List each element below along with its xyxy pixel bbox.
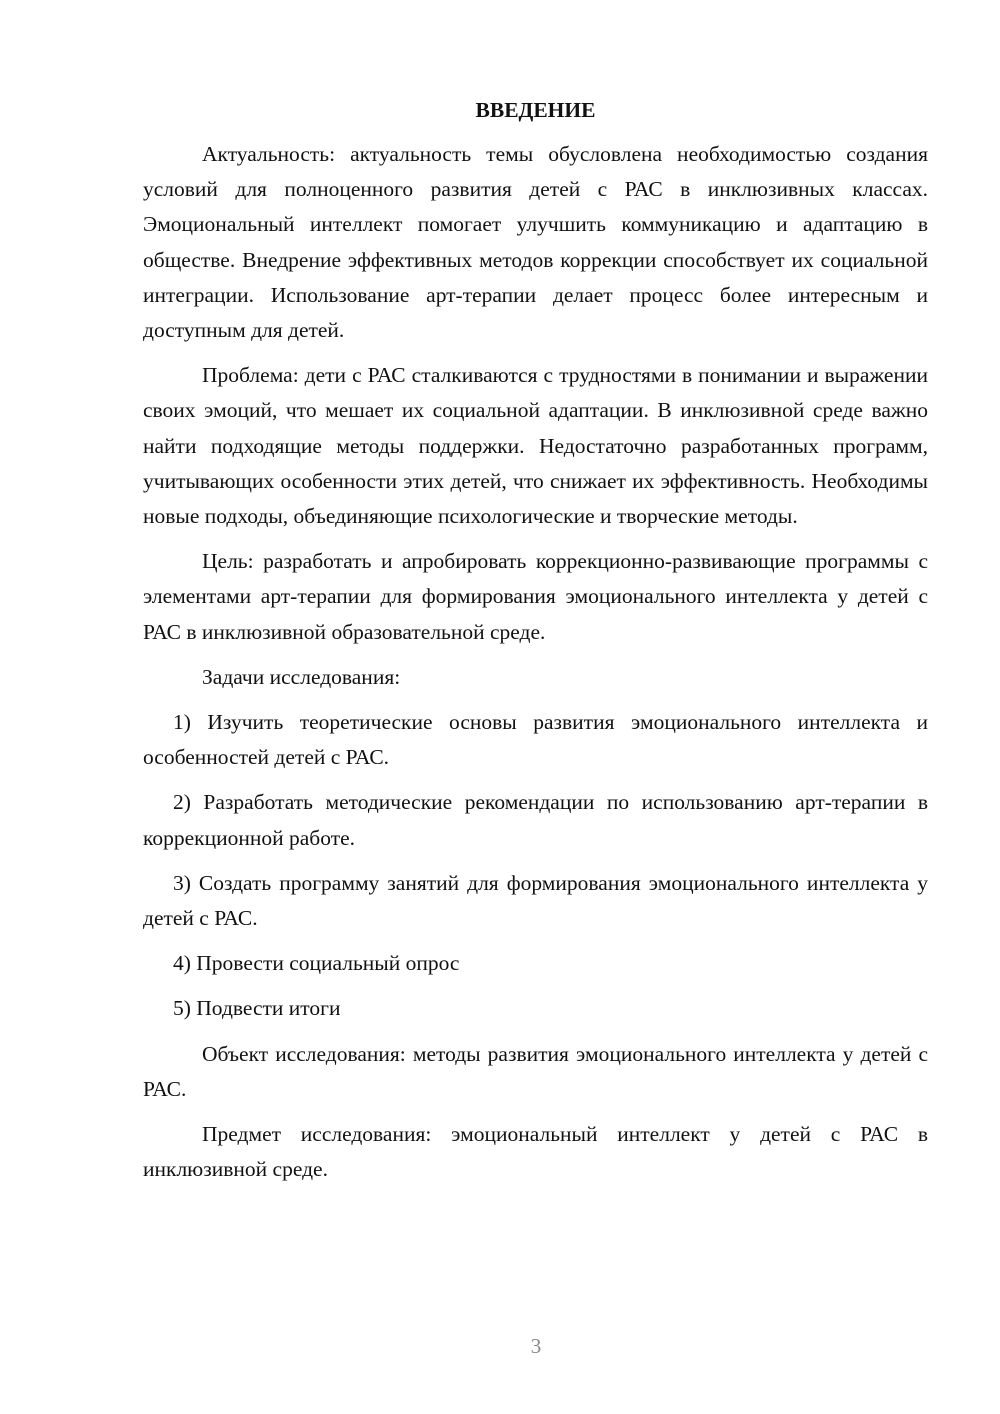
- task-item: 1) Изучить теоретические основы развития эмоционального интеллекта и особенностей детей с РАС.: [143, 710, 928, 770]
- problem-paragraph: Проблема: дети с РАС сталкиваются с трудностями в понимании и выражении своих эмоций, что мешает их социальной адаптации. В инклюзивной среде важно найти подходящие методы поддержки. Недостаточно разработанных программ, учитывающих особенности этих детей, что снижает их эффективность. Необходимы новые подходы, объединяющие психологические и творческие методы.: [143, 363, 928, 529]
- document-body: [143, 96, 928, 1187]
- page-number: 3: [530, 1334, 542, 1358]
- relevance-paragraph: Актуальность: актуальность темы обусловлена необходимостью создания условий для полноценного развития детей с РАС в инклюзивных классах. Эмоциональный интеллект помогает улучшить коммуникацию и адаптацию в обществе. Внедрение эффективных методов коррекции способствует их социальной интеграции. Использование арт-терапии делает процесс более интересным и доступным для детей.: [143, 142, 928, 343]
- goal-paragraph: Цель: разработать и апробировать коррекционно-развивающие программы с элементами арт-терапии для формирования эмоционального интеллекта у детей с РАС в инклюзивной образовательной среде.: [143, 549, 928, 644]
- task-item: 5) Подвести итоги: [173, 996, 341, 1021]
- tasks-heading: Задачи исследования:: [202, 664, 401, 689]
- section-title: ВВЕДЕНИЕ: [475, 98, 596, 122]
- task-item: 3) Создать программу занятий для формирования эмоционального интеллекта у детей с РАС.: [143, 870, 928, 931]
- tasks-list: [143, 705, 928, 1027]
- subject-paragraph: Предмет исследования: эмоциональный интеллект у детей с РАС в инклюзивной среде.: [143, 1122, 928, 1182]
- object-paragraph: Объект исследования: методы развития эмоционального интеллекта у детей с РАС.: [143, 1041, 928, 1101]
- task-item: 4) Провести социальный опрос: [173, 951, 460, 976]
- task-item: 2) Разработать методические рекомендации по использованию арт-терапии в коррекционной работе.: [143, 790, 928, 850]
